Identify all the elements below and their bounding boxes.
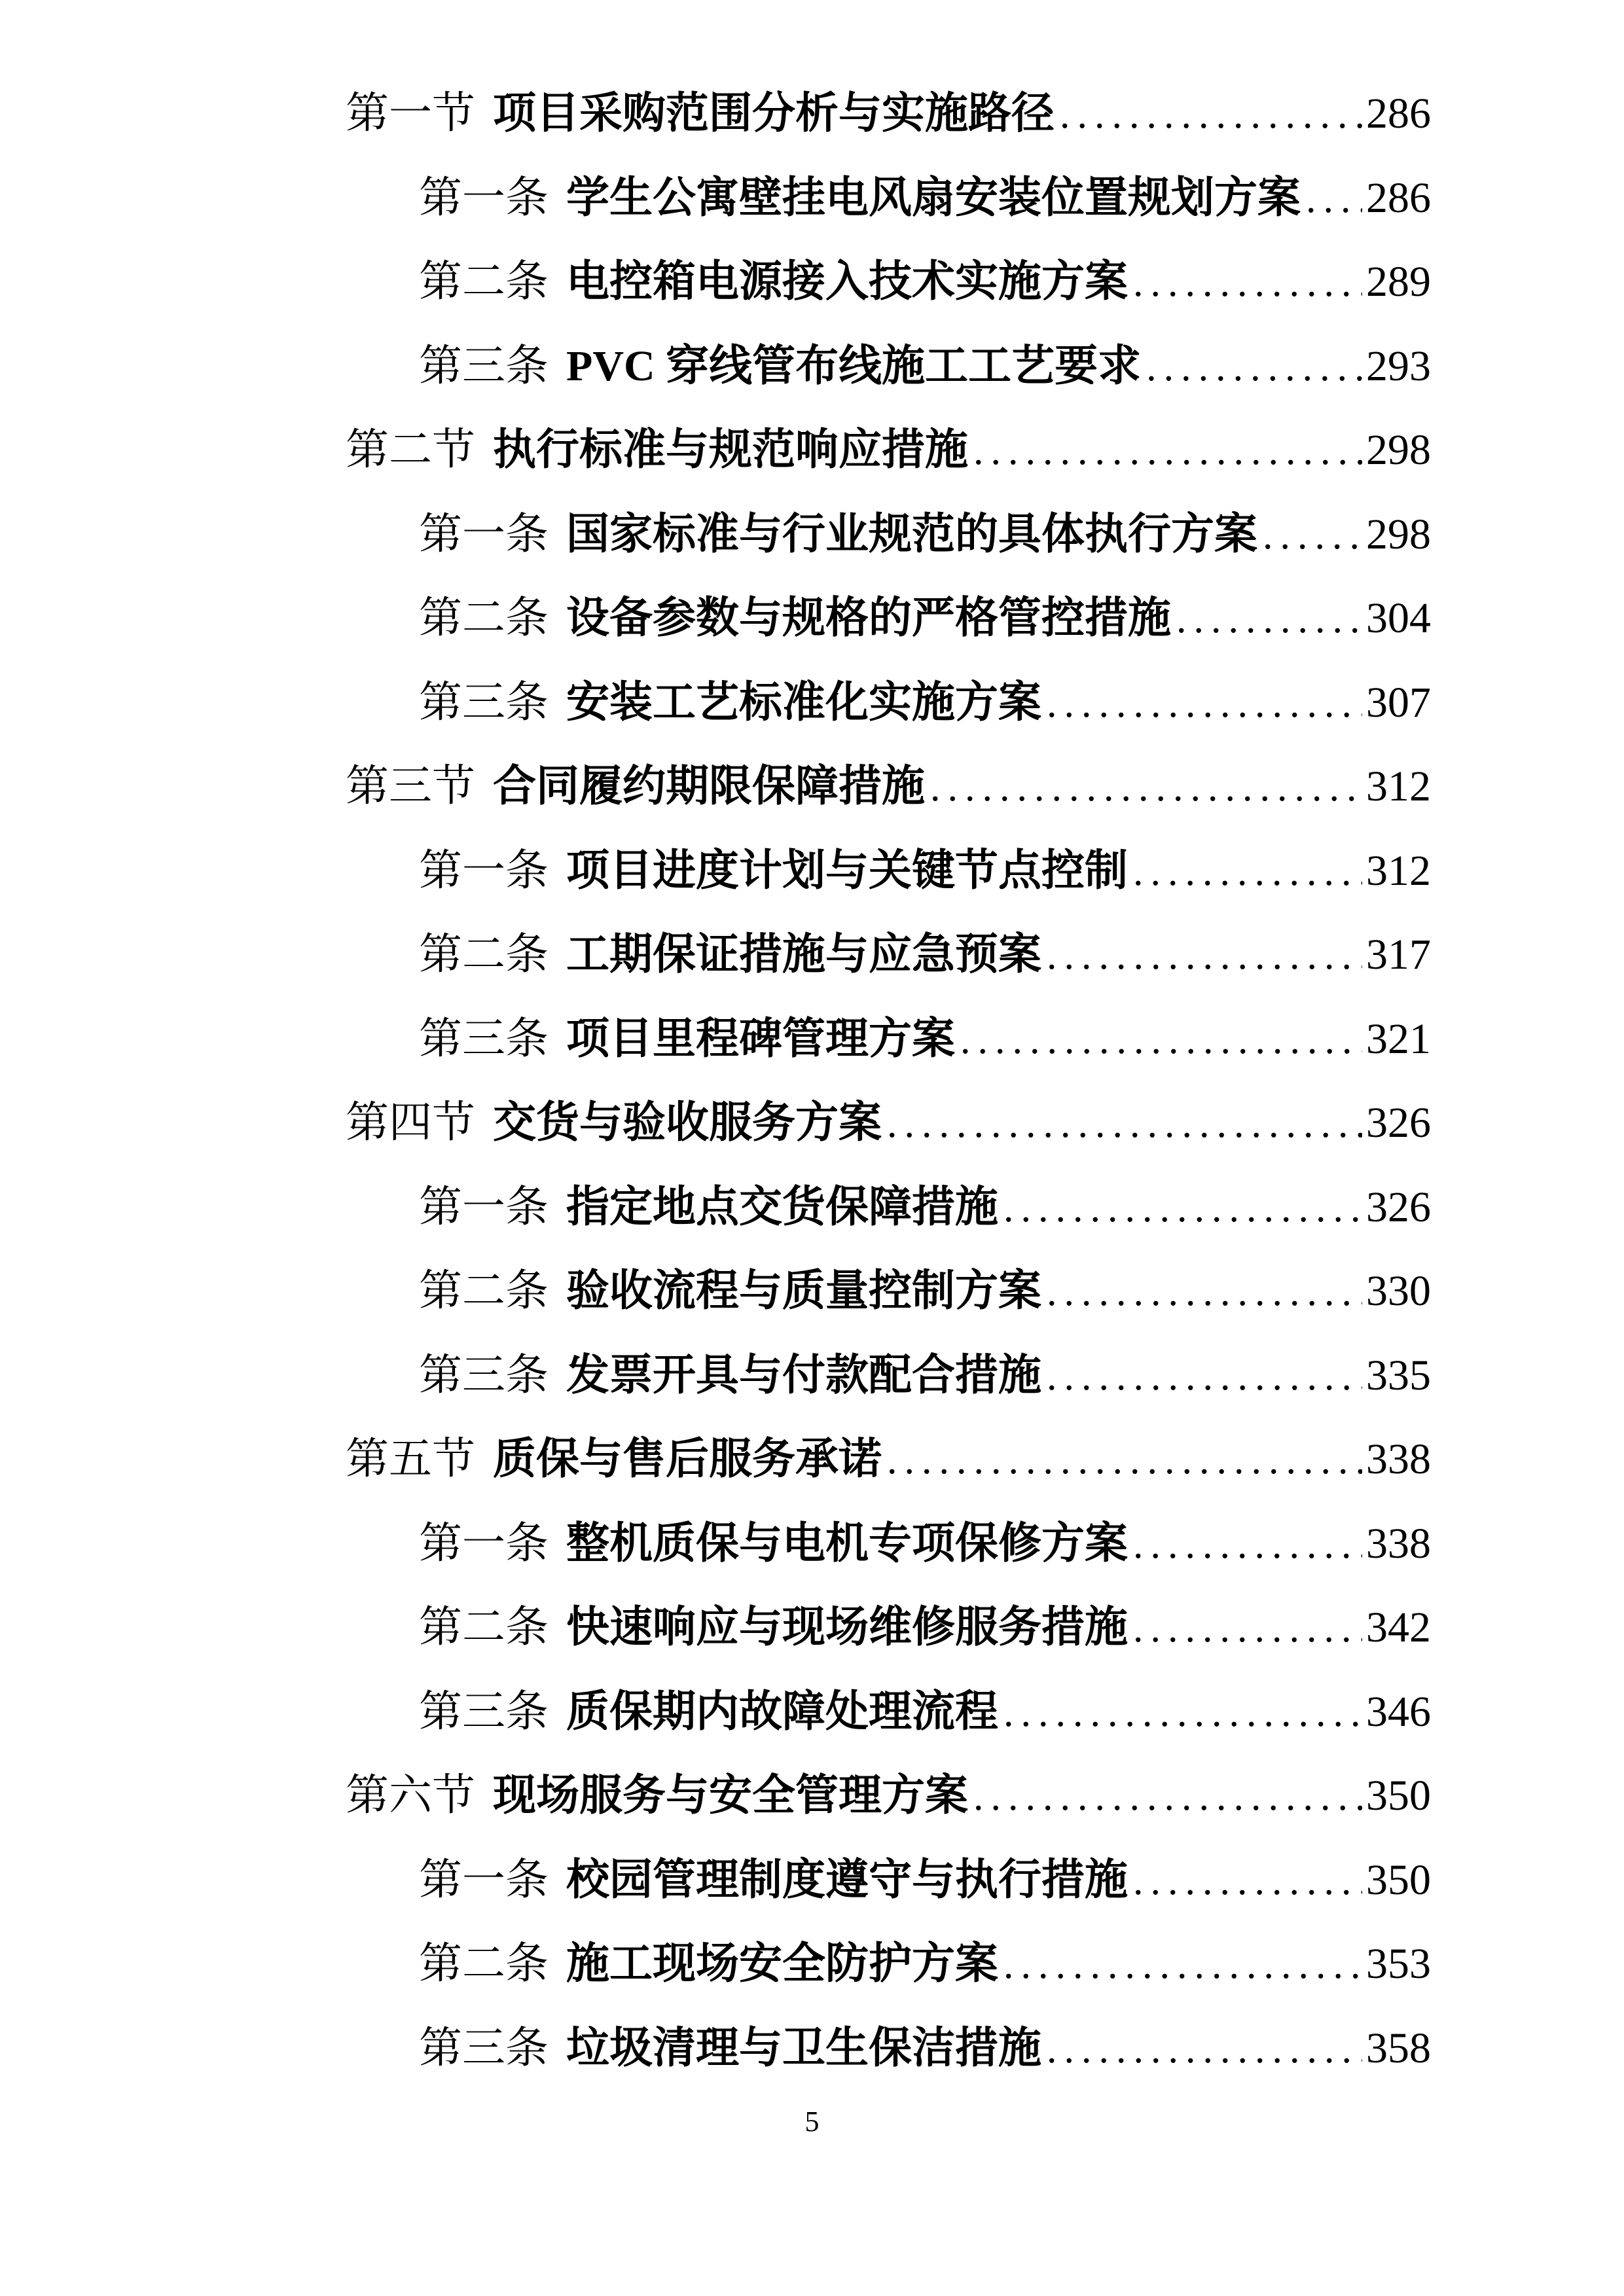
toc-dot-leader (1133, 241, 1362, 325)
toc-entry[interactable] (346, 913, 1431, 997)
toc-dot-leader (887, 1082, 1362, 1166)
toc-entry-prefix: 第三条 (419, 1014, 549, 1063)
toc-entry[interactable] (346, 2007, 1431, 2091)
toc-entry[interactable] (346, 1249, 1431, 1334)
toc-entry-page-number: 307 (1366, 678, 1431, 726)
toc-entry-prefix: 第一条 (419, 1519, 549, 1568)
toc-dot-leader (1176, 577, 1362, 662)
toc-entry[interactable] (346, 1754, 1431, 1839)
toc-entry-title: 项目进度计划与关键节点控制 (566, 846, 1128, 895)
toc-entry-title: 工期保证措施与应急预案 (566, 931, 1041, 978)
toc-entry-page-number: 298 (1366, 426, 1431, 474)
toc-entry-page-number: 330 (1366, 1267, 1431, 1315)
toc-entry-prefix: 第二条 (419, 1267, 549, 1315)
toc-entry-page-number: 346 (1366, 1687, 1431, 1736)
toc-entry-title: 垃圾清理与卫生保洁措施 (566, 2024, 1041, 2072)
toc-entry[interactable] (346, 1502, 1431, 1587)
toc-entry-title: 国家标准与行业规范的具体执行方案 (566, 510, 1257, 558)
toc-entry-title: 快速响应与现场维修服务措施 (566, 1604, 1128, 1651)
toc-entry-title: 电控箱电源接入技术实施方案 (566, 258, 1128, 306)
toc-dot-leader (1133, 1503, 1362, 1587)
toc-entry-title: 项目里程碑管理方案 (566, 1014, 955, 1063)
toc-entry-prefix: 第三节 (346, 762, 475, 810)
toc-entry-page-number: 358 (1366, 2024, 1431, 2072)
toc-entry[interactable] (346, 156, 1431, 241)
toc-entry[interactable] (346, 325, 1431, 409)
toc-entry[interactable] (346, 829, 1431, 914)
toc-entry[interactable] (346, 1081, 1431, 1166)
toc-entry-page-number: 326 (1366, 1183, 1431, 1231)
toc-dot-leader (1047, 914, 1362, 998)
toc-entry[interactable] (346, 1334, 1431, 1418)
toc-entry-page-number: 338 (1366, 1519, 1431, 1568)
toc-entry-title: 校园管理制度遵守与执行措施 (566, 1856, 1128, 1904)
toc-entry-title: 质保期内故障处理流程 (566, 1687, 998, 1736)
toc-dot-leader (1003, 1671, 1362, 1755)
toc-entry[interactable] (346, 661, 1431, 745)
toc-entry[interactable] (346, 577, 1431, 661)
toc-dot-leader (1133, 1839, 1362, 1924)
toc-dot-leader (1003, 1166, 1362, 1251)
toc-dot-leader (1003, 1923, 1362, 2007)
toc-entry-title: 施工现场安全防护方案 (566, 1940, 998, 1988)
toc-dot-leader (930, 745, 1362, 830)
toc-entry-prefix: 第四节 (346, 1099, 475, 1147)
toc-entry-title: 项目采购范围分析与实施路径 (493, 90, 1055, 137)
toc-entry-prefix: 第二条 (419, 1604, 549, 1651)
toc-entry[interactable] (346, 1418, 1431, 1502)
toc-dot-leader (1047, 662, 1362, 746)
toc-entry-page-number: 338 (1366, 1435, 1431, 1483)
toc-entry[interactable] (346, 745, 1431, 829)
toc-dot-leader (1047, 1335, 1362, 1419)
toc-entry-prefix: 第一条 (419, 1183, 549, 1231)
toc-list (0, 72, 1624, 2090)
toc-entry[interactable] (346, 72, 1431, 156)
toc-entry-title: 设备参数与规格的严格管控措施 (566, 594, 1171, 642)
toc-entry-page-number: 312 (1366, 762, 1431, 810)
toc-dot-leader (1133, 830, 1362, 914)
toc-entry-prefix: 第六节 (346, 1772, 475, 1820)
toc-dot-leader (1060, 73, 1362, 157)
toc-entry-page-number: 342 (1366, 1604, 1431, 1651)
toc-entry-title: 执行标准与规范响应措施 (493, 426, 968, 474)
toc-entry-page-number: 286 (1366, 173, 1431, 222)
toc-entry-title: 学生公寓壁挂电风扇安装位置规划方案 (566, 173, 1301, 222)
toc-entry-prefix: 第三条 (419, 342, 549, 390)
toc-entry-page-number: 335 (1366, 1351, 1431, 1399)
toc-dot-leader (1133, 1587, 1362, 1671)
toc-entry[interactable] (346, 493, 1431, 577)
toc-entry-page-number: 312 (1366, 846, 1431, 895)
toc-entry-prefix: 第三条 (419, 678, 549, 726)
toc-entry-page-number: 350 (1366, 1856, 1431, 1904)
toc-entry-page-number: 326 (1366, 1099, 1431, 1147)
toc-entry[interactable] (346, 997, 1431, 1082)
toc-entry-prefix: 第二条 (419, 931, 549, 978)
toc-entry-page-number: 293 (1366, 342, 1431, 390)
page-number-footer: 5 (804, 2106, 820, 2138)
toc-dot-leader (887, 1418, 1362, 1503)
toc-entry-page-number: 289 (1366, 258, 1431, 306)
toc-entry-prefix: 第三条 (419, 1687, 549, 1736)
toc-entry-title: 现场服务与安全管理方案 (493, 1772, 968, 1820)
toc-dot-leader (1047, 2007, 1362, 2092)
toc-entry-prefix: 第一条 (419, 510, 549, 558)
toc-dot-leader (960, 998, 1362, 1083)
toc-entry[interactable] (346, 1586, 1431, 1670)
toc-entry-title: PVC 穿线管布线施工工艺要求 (566, 342, 1142, 390)
toc-entry-prefix: 第三条 (419, 2024, 549, 2072)
toc-entry-page-number: 353 (1366, 1940, 1431, 1988)
toc-dot-leader (973, 409, 1362, 493)
toc-dot-leader (1146, 325, 1362, 410)
toc-entry-title: 指定地点交货保障措施 (566, 1183, 998, 1231)
toc-entry-title: 质保与售后服务承诺 (493, 1435, 882, 1483)
toc-entry-page-number: 286 (1366, 90, 1431, 137)
toc-dot-leader (1306, 157, 1362, 242)
toc-entry-title: 交货与验收服务方案 (493, 1099, 882, 1147)
toc-entry-prefix: 第二节 (346, 426, 475, 474)
toc-entry-prefix: 第二条 (419, 1940, 549, 1988)
toc-entry-prefix: 第一条 (419, 846, 549, 895)
toc-entry-page-number: 317 (1366, 931, 1431, 978)
toc-entry-title: 整机质保与电机专项保修方案 (566, 1519, 1128, 1568)
toc-entry-prefix: 第二条 (419, 258, 549, 306)
toc-entry-page-number: 350 (1366, 1772, 1431, 1820)
toc-entry[interactable] (346, 1166, 1431, 1250)
toc-entry-title: 发票开具与付款配合措施 (566, 1351, 1041, 1399)
toc-entry-title: 验收流程与质量控制方案 (566, 1267, 1041, 1315)
toc-entry-title: 安装工艺标准化实施方案 (566, 678, 1041, 726)
toc-entry-prefix: 第一条 (419, 1856, 549, 1904)
toc-dot-leader (1047, 1250, 1362, 1335)
toc-entry-prefix: 第一节 (346, 90, 475, 137)
toc-entry-page-number: 304 (1366, 594, 1431, 642)
toc-entry-prefix: 第一条 (419, 173, 549, 222)
toc-entry-prefix: 第二条 (419, 594, 549, 642)
toc-entry[interactable] (346, 408, 1431, 493)
toc-entry-prefix: 第三条 (419, 1351, 549, 1399)
toc-dot-leader (973, 1755, 1362, 1839)
toc-dot-leader (1263, 493, 1362, 578)
toc-entry[interactable] (346, 1670, 1431, 1755)
toc-entry-title: 合同履约期限保障措施 (493, 762, 925, 810)
toc-entry-page-number: 298 (1366, 510, 1431, 558)
toc-entry-prefix: 第五节 (346, 1435, 475, 1483)
toc-entry-page-number: 321 (1366, 1014, 1431, 1063)
toc-entry[interactable] (346, 1839, 1431, 1923)
toc-entry[interactable] (346, 240, 1431, 325)
toc-entry[interactable] (346, 1922, 1431, 2007)
